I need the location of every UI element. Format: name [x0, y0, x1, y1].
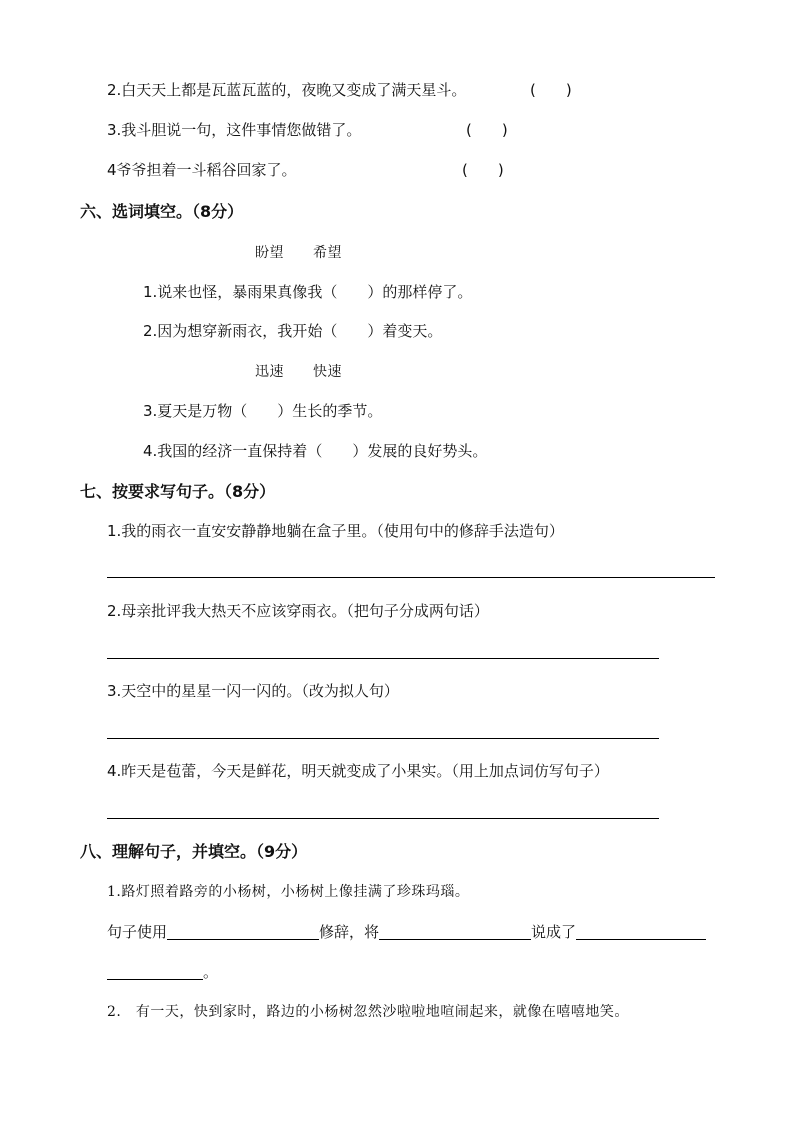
fill-blank-object-cont[interactable]	[107, 962, 203, 980]
question-7-1: 1.我的雨衣一直安安静静地躺在盒子里。（使用句中的修辞手法造句）	[107, 522, 564, 540]
answer-bracket[interactable]: ( )	[530, 81, 572, 99]
fill-text-2: 修辞，将	[319, 923, 380, 941]
answer-line[interactable]	[107, 658, 659, 659]
answer-line[interactable]	[107, 818, 659, 819]
section-8-heading: 八、理解句子，并填空。（9分）	[80, 842, 308, 861]
fill-text-3: 说成了	[531, 923, 577, 941]
fill-in-sentence	[107, 922, 706, 942]
word-choices-1: 盼望 希望	[255, 245, 342, 261]
answer-line[interactable]	[107, 577, 715, 578]
fill-blank-object[interactable]	[576, 922, 706, 940]
question-6-3: 3.夏天是万物（ ）生长的季节。	[143, 402, 383, 420]
question-6-4: 4.我国的经济一直保持着（ ）发展的良好势头。	[143, 442, 488, 460]
answer-line[interactable]	[107, 738, 659, 739]
fill-text-1: 句子使用	[107, 923, 168, 941]
question-8-2: 2. 有一天，快到家时，路边的小杨树忽然沙啦啦地喧闹起来，就像在嘻嘻地笑。	[107, 1004, 629, 1020]
section-6-heading: 六、选词填空。（8分）	[80, 202, 244, 221]
question-7-3: 3.天空中的星星一闪一闪的。（改为拟人句）	[107, 682, 399, 700]
answer-bracket[interactable]: ( )	[462, 161, 504, 179]
fill-in-continuation	[107, 962, 218, 982]
question-7-4: 4.昨天是苞蕾，今天是鲜花，明天就变成了小果实。（用上加点词仿写句子）	[107, 762, 609, 780]
fill-blank-rhetoric[interactable]	[167, 922, 319, 940]
question-8-1: 1.路灯照着路旁的小杨树，小杨树上像挂满了珍珠玛瑙。	[107, 884, 470, 900]
answer-bracket[interactable]: ( )	[466, 121, 508, 139]
question-5-3: 3.我斗胆说一句，这件事情您做错了。	[107, 121, 362, 139]
question-5-4: 4爷爷担着一斗稻谷回家了。	[107, 161, 297, 179]
question-7-2: 2.母亲批评我大热天不应该穿雨衣。（把句子分成两句话）	[107, 602, 489, 620]
question-5-2: 2.白天天上都是瓦蓝瓦蓝的，夜晚又变成了满天星斗。	[107, 81, 467, 99]
question-6-1: 1.说来也怪，暴雨果真像我（ ）的那样停了。	[143, 283, 473, 301]
section-7-heading: 七、按要求写句子。（8分）	[80, 482, 276, 501]
question-6-2: 2.因为想穿新雨衣，我开始（ ）着变天。	[143, 322, 443, 340]
fill-blank-subject[interactable]	[379, 922, 531, 940]
word-choices-2: 迅速 快速	[255, 364, 342, 380]
fill-end: 。	[203, 963, 219, 981]
